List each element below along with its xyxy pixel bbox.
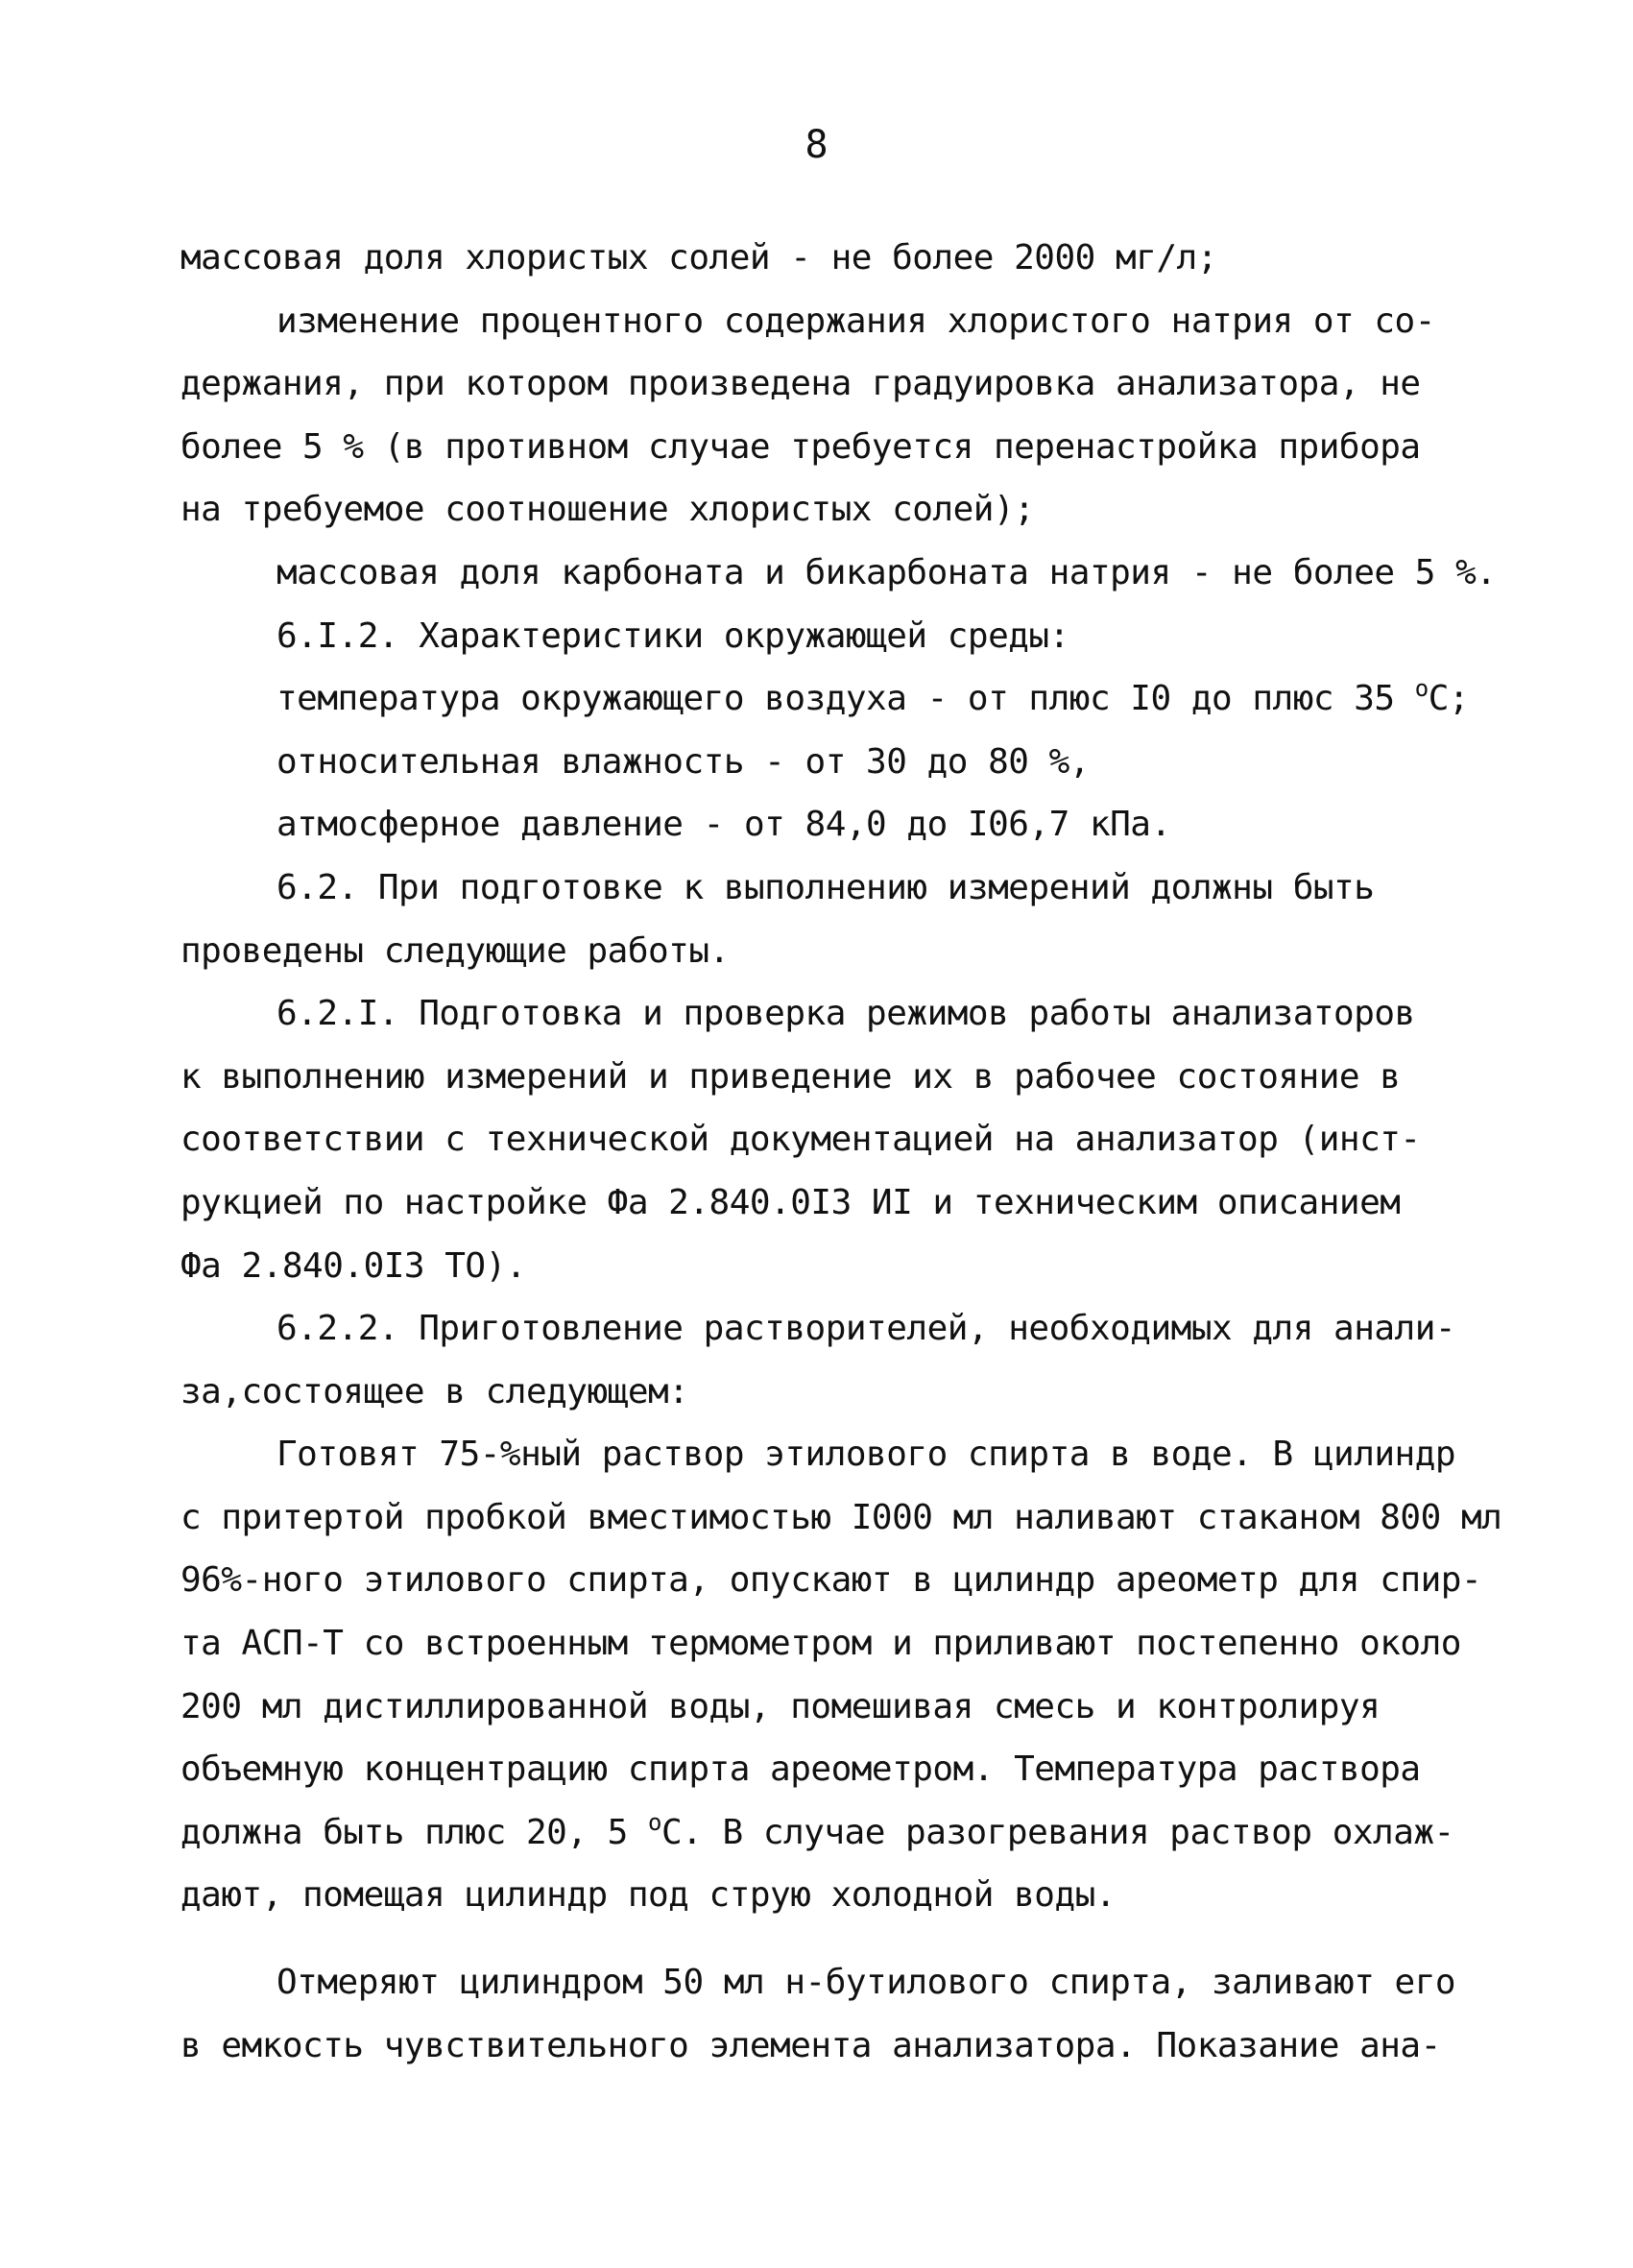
text-line: к выполнению измерений и приведение их в рабочее состояние в	[180, 1056, 1401, 1097]
text-line: держания, при котором произведена градуировка анализатора, не	[180, 364, 1421, 404]
text-line: рукцией по настройке Фа 2.840.0I3 ИI и техническим описанием	[180, 1182, 1401, 1222]
text-line: должна быть плюс 20, 5 $^o$С. В случае разогревания раствор охлаж-	[180, 1808, 1454, 1852]
text-line: 200 мл дистиллированной воды, помешивая смесь и контролируя	[180, 1686, 1381, 1726]
text-line: проведены следующие работы.	[180, 930, 730, 971]
text-line: соответствии с технической документацией на анализатор (инст-	[180, 1120, 1421, 1160]
text-line: изменение процентного содержания хлористого натрия от со-	[276, 301, 1435, 341]
text-line: 96%-ного этилового спирта, опускают в цилиндр ареометр для спир-	[180, 1560, 1482, 1601]
text-line: Готовят 75-%ный раствор этилового спирта в воде. В цилиндр	[276, 1435, 1456, 1475]
text-line: Отмеряют цилиндром 50 мл н-бутилового спирта, заливают его	[276, 1963, 1456, 2003]
text-line: Фа 2.840.0I3 ТО).	[180, 1245, 526, 1286]
text-line: на требуемое соотношение хлористых солей);	[180, 490, 1035, 530]
text-line: температура окружающего воздуха - от плюс I0 до плюс 35 $^o$С;	[276, 675, 1470, 719]
degree-sign: o	[648, 1808, 661, 1836]
text-line: более 5 % (в противном случае требуется перенастройка прибора	[180, 426, 1421, 467]
text-line: за,состоящее в следующем:	[180, 1371, 689, 1411]
section-heading: 6.2.2. Приготовление растворителей, необходимых для анали-	[276, 1309, 1456, 1349]
text-line: относительная влажность - от 30 до 80 %,	[276, 741, 1090, 782]
text-line: та АСП-Т со встроенным термометром и приливают постепенно около	[180, 1624, 1461, 1664]
degree-sign: o	[1414, 675, 1429, 703]
page-number: 8	[804, 123, 829, 167]
text-line: массовая доля хлористых солей - не более 2000 мг/л;	[180, 238, 1217, 277]
text-line: в емкость чувствительного элемента анализатора. Показание ана-	[180, 2025, 1441, 2065]
section-heading: 6.2. При подготовке к выполнению измерений должны быть	[276, 867, 1375, 907]
text-line: массовая доля карбоната и бикарбоната натрия - не более 5 %.	[276, 552, 1497, 592]
text-line: объемную концентрацию спирта ареометром. Температура раствора	[180, 1749, 1421, 1790]
paragraph-gap	[180, 1927, 1457, 1951]
text-line: дают, помещая цилиндр под струю холодной воды.	[180, 1875, 1116, 1916]
text-line: с притертой пробкой вместимостью I000 мл наливают стаканом 800 мл	[180, 1497, 1502, 1537]
section-heading: 6.2.I. Подготовка и проверка режимов работы анализаторов	[276, 994, 1415, 1034]
text-line: атмосферное давление - от 84,0 до I06,7 кПа.	[276, 805, 1171, 845]
document-body	[180, 227, 1502, 2077]
section-heading: 6.I.2. Характеристики окружающей среды:	[276, 615, 1069, 656]
